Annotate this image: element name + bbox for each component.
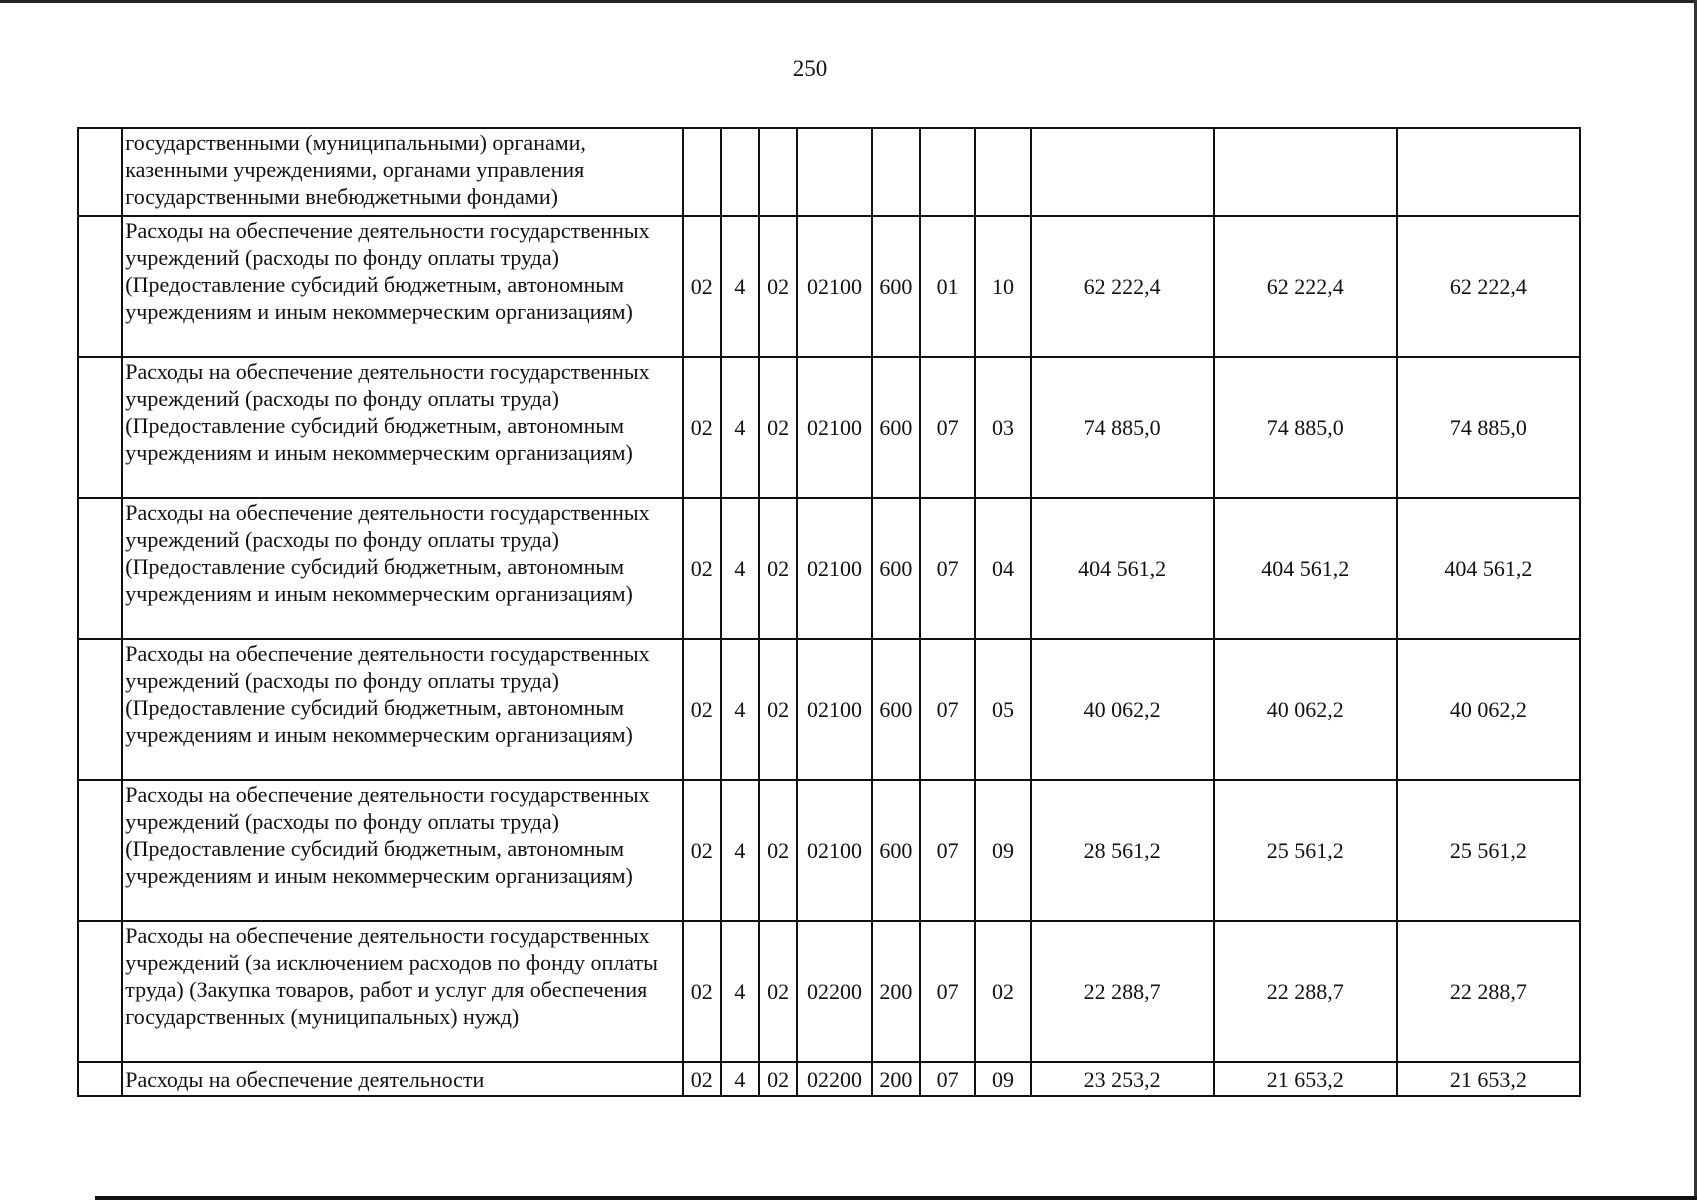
- row-index-cell: [78, 498, 122, 639]
- expense-description-cell: [122, 1062, 682, 1096]
- chapter-code-cell: [920, 128, 975, 216]
- program-code-cell: [759, 128, 797, 216]
- row-index-cell: [78, 1062, 122, 1096]
- target-article-cell: 02100: [797, 639, 871, 780]
- scan-bottom-edge: [95, 1196, 1697, 1200]
- program-code-cell: 02: [759, 498, 797, 639]
- amount-year2-cell: 22 288,7: [1214, 921, 1397, 1062]
- amount-year2-cell: 404 561,2: [1214, 498, 1397, 639]
- target-article-cell: 02100: [797, 216, 871, 357]
- table-row: [78, 128, 1580, 216]
- amount-year2-cell: 62 222,4: [1214, 216, 1397, 357]
- section-code-cell: 02: [683, 498, 721, 639]
- amount-year2-cell: 25 561,2: [1214, 780, 1397, 921]
- section-code-cell: 02: [683, 216, 721, 357]
- budget-table-body: [78, 128, 1580, 1096]
- scan-top-edge: [0, 0, 1697, 3]
- program-code-cell: 02: [759, 921, 797, 1062]
- amount-year2-cell: [1214, 128, 1397, 216]
- expense-description-cell: [122, 357, 682, 498]
- program-code-cell: 02: [759, 780, 797, 921]
- amount-year1-cell: 40 062,2: [1031, 639, 1214, 780]
- target-article-cell: 02200: [797, 921, 871, 1062]
- table-row: [78, 498, 1580, 639]
- row-index-cell: [78, 216, 122, 357]
- section-code-cell: 02: [683, 639, 721, 780]
- expense-type-cell: 600: [872, 639, 920, 780]
- amount-year2-cell: 74 885,0: [1214, 357, 1397, 498]
- expense-description-cell: [122, 498, 682, 639]
- expense-description-cell: [122, 128, 682, 216]
- subsection-code-cell: [721, 128, 759, 216]
- amount-year3-cell: [1397, 128, 1580, 216]
- amount-year3-cell: 25 561,2: [1397, 780, 1580, 921]
- chapter-code-cell: 07: [920, 639, 975, 780]
- expense-type-cell: 600: [872, 498, 920, 639]
- program-code-cell: 02: [759, 216, 797, 357]
- subchapter-code-cell: 05: [975, 639, 1030, 780]
- section-code-cell: 02: [683, 780, 721, 921]
- expense-type-cell: 200: [872, 1062, 920, 1096]
- amount-year3-cell: 62 222,4: [1397, 216, 1580, 357]
- subsection-code-cell: 4: [721, 921, 759, 1062]
- expense-description: Расходы на обеспечение деятельности: [125, 1066, 485, 1092]
- table-row: [78, 216, 1580, 357]
- expense-description: государственными (муниципальными) органами, казенными учреждениями, органами управления государственными внебюджетными фондами): [125, 130, 586, 209]
- expense-description-cell: [122, 639, 682, 780]
- table-row: [78, 1062, 1580, 1096]
- expense-type-cell: 600: [872, 357, 920, 498]
- target-article-cell: 02100: [797, 780, 871, 921]
- table-row: [78, 921, 1580, 1062]
- amount-year3-cell: 21 653,2: [1397, 1062, 1580, 1096]
- amount-year1-cell: 28 561,2: [1031, 780, 1214, 921]
- expense-description: Расходы на обеспечение деятельности государственных учреждений (расходы по фонду оплаты труда) (Предоставление субсидий бюджетным, автономным учреждениям и иным некоммерческим организациям): [125, 641, 650, 747]
- subchapter-code-cell: 09: [975, 780, 1030, 921]
- chapter-code-cell: 07: [920, 921, 975, 1062]
- subsection-code-cell: 4: [721, 1062, 759, 1096]
- amount-year1-cell: 404 561,2: [1031, 498, 1214, 639]
- chapter-code-cell: 01: [920, 216, 975, 357]
- subchapter-code-cell: 09: [975, 1062, 1030, 1096]
- page-number: 250: [792, 56, 828, 81]
- subchapter-code-cell: [975, 128, 1030, 216]
- amount-year2-cell: 40 062,2: [1214, 639, 1397, 780]
- expense-description-cell: [122, 216, 682, 357]
- expense-description-cell: [122, 780, 682, 921]
- expense-description: Расходы на обеспечение деятельности государственных учреждений (расходы по фонду оплаты труда) (Предоставление субсидий бюджетным, автономным учреждениям и иным некоммерческим организациям): [125, 359, 650, 465]
- amount-year1-cell: 74 885,0: [1031, 357, 1214, 498]
- chapter-code-cell: 07: [920, 357, 975, 498]
- amount-year3-cell: 74 885,0: [1397, 357, 1580, 498]
- table-row: [78, 639, 1580, 780]
- table-row: [78, 780, 1580, 921]
- expense-description: Расходы на обеспечение деятельности государственных учреждений (расходы по фонду оплаты труда) (Предоставление субсидий бюджетным, автономным учреждениям и иным некоммерческим организациям): [125, 782, 650, 888]
- expense-type-cell: 600: [872, 780, 920, 921]
- target-article-cell: 02200: [797, 1062, 871, 1096]
- subchapter-code-cell: 03: [975, 357, 1030, 498]
- program-code-cell: 02: [759, 1062, 797, 1096]
- expense-type-cell: 600: [872, 216, 920, 357]
- subsection-code-cell: 4: [721, 498, 759, 639]
- section-code-cell: 02: [683, 921, 721, 1062]
- budget-table: [77, 127, 1581, 1097]
- subsection-code-cell: 4: [721, 216, 759, 357]
- expense-description: Расходы на обеспечение деятельности государственных учреждений (расходы по фонду оплаты труда) (Предоставление субсидий бюджетным, автономным учреждениям и иным некоммерческим организациям): [125, 218, 650, 324]
- target-article-cell: 02100: [797, 357, 871, 498]
- row-index-cell: [78, 128, 122, 216]
- row-index-cell: [78, 780, 122, 921]
- subsection-code-cell: 4: [721, 639, 759, 780]
- table-row: [78, 357, 1580, 498]
- section-code-cell: 02: [683, 1062, 721, 1096]
- target-article-cell: 02100: [797, 498, 871, 639]
- program-code-cell: 02: [759, 357, 797, 498]
- program-code-cell: 02: [759, 639, 797, 780]
- target-article-cell: [797, 128, 871, 216]
- subsection-code-cell: 4: [721, 780, 759, 921]
- section-code-cell: [683, 128, 721, 216]
- subchapter-code-cell: 04: [975, 498, 1030, 639]
- subchapter-code-cell: 10: [975, 216, 1030, 357]
- section-code-cell: 02: [683, 357, 721, 498]
- amount-year1-cell: [1031, 128, 1214, 216]
- chapter-code-cell: 07: [920, 1062, 975, 1096]
- amount-year2-cell: 21 653,2: [1214, 1062, 1397, 1096]
- row-index-cell: [78, 921, 122, 1062]
- subsection-code-cell: 4: [721, 357, 759, 498]
- amount-year1-cell: 23 253,2: [1031, 1062, 1214, 1096]
- amount-year3-cell: 40 062,2: [1397, 639, 1580, 780]
- amount-year3-cell: 404 561,2: [1397, 498, 1580, 639]
- chapter-code-cell: 07: [920, 780, 975, 921]
- row-index-cell: [78, 639, 122, 780]
- row-index-cell: [78, 357, 122, 498]
- expense-description: Расходы на обеспечение деятельности государственных учреждений (за исключением расходов по фонду оплаты труда) (Закупка товаров, работ и услуг для обеспечения государственных (муниципальных) нужд): [125, 923, 658, 1029]
- subchapter-code-cell: 02: [975, 921, 1030, 1062]
- amount-year1-cell: 62 222,4: [1031, 216, 1214, 357]
- expense-type-cell: 200: [872, 921, 920, 1062]
- amount-year1-cell: 22 288,7: [1031, 921, 1214, 1062]
- amount-year3-cell: 22 288,7: [1397, 921, 1580, 1062]
- chapter-code-cell: 07: [920, 498, 975, 639]
- expense-type-cell: [872, 128, 920, 216]
- expense-description: Расходы на обеспечение деятельности государственных учреждений (расходы по фонду оплаты труда) (Предоставление субсидий бюджетным, автономным учреждениям и иным некоммерческим организациям): [125, 500, 650, 606]
- expense-description-cell: [122, 921, 682, 1062]
